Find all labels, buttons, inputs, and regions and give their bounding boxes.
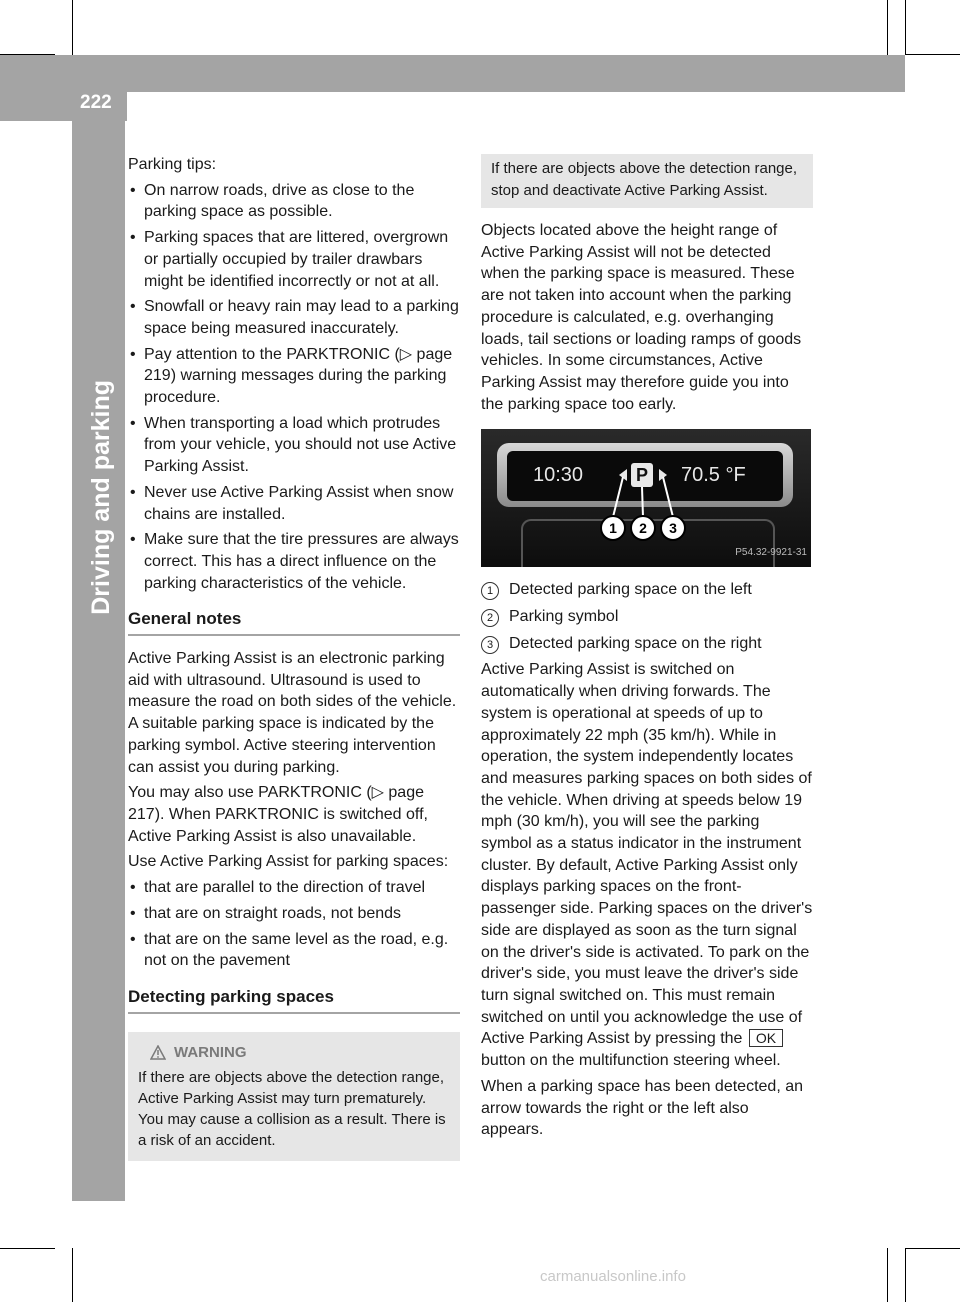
list-item: • that are parallel to the direction of travel	[128, 877, 460, 899]
right-column	[481, 154, 813, 1145]
warning-text: If there are objects above the detection range, Active Parking Assist may turn prematurely. You may cause a collision as a result. There is a risk of an accident.	[138, 1068, 446, 1149]
crop-mark	[0, 1248, 55, 1249]
operation-text-end: button on the multifunction steering wheel.	[481, 1052, 781, 1070]
warning-header	[150, 1042, 450, 1063]
note-box: If there are objects above the detection range, stop and deactivate Active Parking Assist.	[481, 154, 813, 208]
list-item: • Make sure that the tire pressures are always correct. This has a direct influence on the parking characteristics of the vehicle.	[128, 529, 460, 594]
legend-text: Detected parking space on the left	[509, 581, 752, 599]
warning-label: WARNING	[174, 1043, 247, 1061]
crop-mark	[905, 1248, 960, 1249]
display-time: 10:30	[533, 464, 584, 487]
crop-mark	[887, 0, 888, 55]
list-item: • Snowfall or heavy rain may lead to a parking space being measured inaccurately.	[128, 296, 460, 339]
list-item: • that are on the same level as the road, e.g. not on the pavement	[128, 929, 460, 972]
page-number: 222	[80, 92, 112, 113]
list-item: • Parking spaces that are littered, overgrown or partially occupied by trailer drawbars might be identified incorrectly or not at all.	[128, 227, 460, 292]
legend-item	[481, 633, 813, 655]
legend-number: 2	[481, 609, 499, 627]
crop-mark	[905, 0, 906, 55]
general-notes-heading: General notes	[128, 608, 460, 636]
crop-mark	[72, 0, 73, 55]
callout-2: 2	[630, 515, 656, 541]
operation-paragraph	[481, 659, 813, 1071]
list-item: • When transporting a load which protrudes from your vehicle, you should not use Active Parking Assist.	[128, 413, 460, 478]
section-title: Driving systems	[140, 92, 303, 115]
callout-3: 3	[660, 515, 686, 541]
watermark: carmanualsonline.info	[540, 1268, 686, 1285]
general-notes-paragraph: You may also use PARKTRONIC (▷ page 217). When PARKTRONIC is switched off, Active Parking Assist is also unavailable.	[128, 784, 428, 845]
list-item: • On narrow roads, drive as close to the parking space as possible.	[128, 180, 460, 223]
legend	[481, 579, 813, 654]
legend-text: Detected parking space on the right	[509, 634, 762, 652]
legend-text: Parking symbol	[509, 608, 619, 626]
ok-button-label: OK	[749, 1029, 783, 1047]
crop-mark	[905, 1248, 906, 1302]
display-temperature: 70.5 °F	[681, 464, 746, 487]
legend-item	[481, 606, 813, 628]
general-notes-paragraph: Active Parking Assist is an electronic parking aid with ultrasound. Ultrasound is used to measure the road on both sides of the vehicle. A suitable parking space is indicated by the parking symbol. Active steering intervention can assist you during parking.	[128, 650, 457, 776]
objects-paragraph: Objects located above the height range of Active Parking Assist will not be detected when the parking space is measured. These are not taken into account when the parking procedure is calculated, e.g. overhanging loads, tail sections or loading ramps of goods vehicles. In some circumstances, Active Parking Assist may therefore guide you into the parking space too early.	[481, 222, 802, 413]
parking-tips-list	[128, 180, 460, 595]
parking-tips-intro: Parking tips:	[128, 156, 217, 173]
warning-triangle-icon	[150, 1045, 166, 1060]
crop-mark	[72, 1248, 73, 1302]
side-tab	[72, 121, 125, 1201]
list-item: • Pay attention to the PARKTRONIC (▷ page 219) warning messages during the parking procedure.	[128, 344, 460, 409]
left-column	[128, 154, 460, 1161]
list-item: • Never use Active Parking Assist when snow chains are installed.	[128, 482, 460, 525]
detecting-heading: Detecting parking spaces	[128, 986, 460, 1014]
legend-item	[481, 579, 813, 601]
callout-1: 1	[600, 515, 626, 541]
crop-mark	[905, 54, 960, 55]
arrow-paragraph: When a parking space has been detected, an arrow towards the right or the left also appears.	[481, 1077, 803, 1139]
legend-number: 1	[481, 582, 499, 600]
operation-text: Active Parking Assist is switched on automatically when driving forwards. The system is operational at speeds of up to approximately 22 mph (35 km/h). While in operation, the system independently locates and measures parking spaces on both sides of the vehicle. When driving at speeds below 19 mph (30 km/h), you will see the parking symbol as a status indicator in the instrument cluster. By default, Active Parking Assist only displays parking spaces on the front-passenger side. Parking spaces on the driver's side are displayed as soon as the turn signal on the driver's side is activated. To park on the driver's side, you must leave the driver's side turn signal switched on. This must remain switched on until you acknowledge the use of Active Parking Assist by pressing the	[481, 661, 813, 1048]
list-item: • that are on straight roads, not bends	[128, 903, 460, 925]
general-notes-paragraph: Use Active Parking Assist for parking spaces:	[128, 853, 449, 871]
parking-spaces-list	[128, 877, 460, 972]
warning-box	[128, 1032, 460, 1161]
instrument-cluster-figure	[481, 429, 811, 567]
crop-mark	[887, 1248, 888, 1302]
figure-code: P54.32-9921-31	[735, 546, 807, 558]
parking-symbol: P	[631, 463, 653, 487]
legend-number: 3	[481, 636, 499, 654]
side-tab-label: Driving and parking	[87, 380, 115, 615]
